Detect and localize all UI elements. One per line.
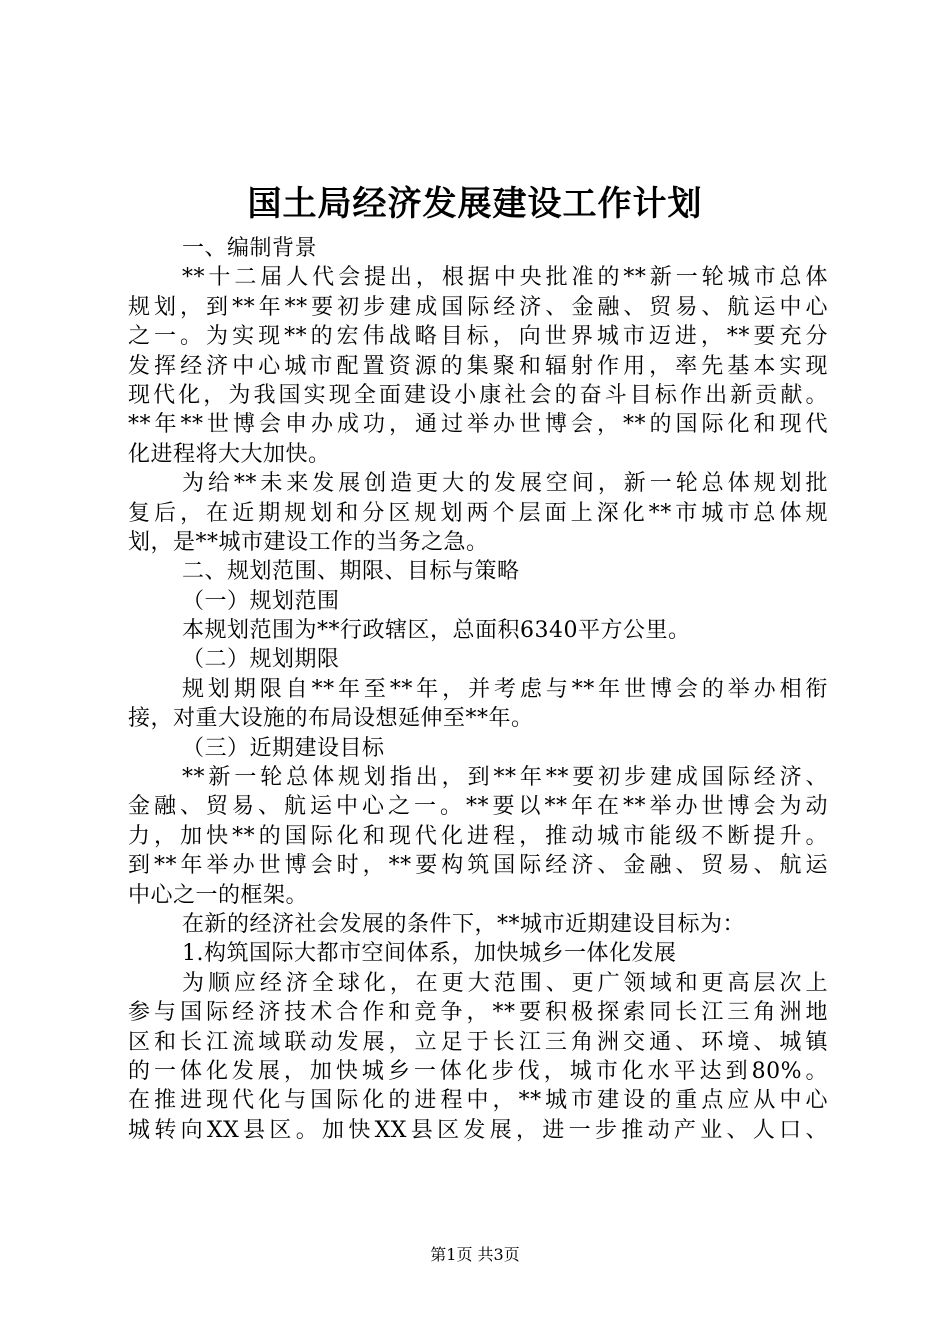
paragraph-line: 为给**未来发展创造更大的发展空间，新一轮总体规划批 bbox=[182, 471, 828, 497]
paragraph-line: 力，加快**的国际化和现代化进程，推动城市能级不断提升。 bbox=[128, 823, 828, 849]
paragraph-line: 金融、贸易、航运中心之一。**要以**年在**举办世博会为动 bbox=[128, 794, 828, 820]
paragraph-line: 本规划范围为**行政辖区，总面积6340平方公里。 bbox=[182, 618, 691, 644]
paragraph-line: 城转向XX县区。加快XX县区发展，进一步推动产业、人口、 bbox=[128, 1117, 828, 1143]
subsection-heading: （二）规划期限 bbox=[182, 647, 340, 673]
paragraph-line: 区和长江流域联动发展，立足于长江三角洲交通、环境、城镇 bbox=[128, 1029, 828, 1055]
paragraph-line: 现代化，为我国实现全面建设小康社会的奋斗目标作出新贡献。 bbox=[128, 382, 828, 408]
paragraph-line: **年**世博会申办成功，通过举办世博会，**的国际化和现代 bbox=[128, 412, 828, 438]
paragraph-line: 中心之一的框架。 bbox=[128, 882, 309, 908]
section-heading: 二、规划范围、期限、目标与策略 bbox=[182, 559, 520, 585]
paragraph-line: 规划，到**年**要初步建成国际经济、金融、贸易、航运中心 bbox=[128, 294, 828, 320]
paragraph-line: 之一。为实现**的宏伟战略目标，向世界城市迈进，**要充分 bbox=[128, 324, 828, 350]
paragraph-line: 的一体化发展，加快城乡一体化步伐，城市化水平达到80%。 bbox=[128, 1058, 828, 1084]
paragraph-line: 复后，在近期规划和分区规划两个层面上深化**市城市总体规 bbox=[128, 500, 828, 526]
paragraph-line: 规划期限自**年至**年，并考虑与**年世博会的举办相衔 bbox=[182, 676, 828, 702]
page-footer: 第1页 共3页 bbox=[430, 1245, 520, 1264]
paragraph-line: 接，对重大设施的布局设想延伸至**年。 bbox=[128, 706, 534, 732]
subsection-heading: 1.构筑国际大都市空间体系，加快城乡一体化发展 bbox=[182, 941, 677, 967]
document-body bbox=[128, 234, 828, 1145]
paragraph-line: 发挥经济中心城市配置资源的集聚和辐射作用，率先基本实现 bbox=[128, 353, 828, 379]
paragraph-line: 划，是**城市建设工作的当务之急。 bbox=[128, 529, 489, 555]
paragraph-line: 化进程将大大加快。 bbox=[128, 441, 331, 467]
paragraph-line: 在新的经济社会发展的条件下，**城市近期建设目标为： bbox=[182, 911, 746, 937]
document-title: 国土局经济发展建设工作计划 bbox=[247, 184, 703, 224]
paragraph-line: **新一轮总体规划指出，到**年**要初步建成国际经济、 bbox=[182, 765, 828, 791]
section-heading: 一、编制背景 bbox=[182, 236, 318, 261]
paragraph-line: 到**年举办世博会时，**要构筑国际经济、金融、贸易、航运 bbox=[128, 853, 828, 879]
paragraph-line: **十二届人代会提出，根据中央批准的**新一轮城市总体 bbox=[182, 265, 828, 291]
subsection-heading: （一）规划范围 bbox=[182, 588, 340, 614]
paragraph-line: 为顺应经济全球化，在更大范围、更广领域和更高层次上 bbox=[182, 970, 828, 996]
subsection-heading: （三）近期建设目标 bbox=[182, 735, 385, 761]
paragraph-line: 参与国际经济技术合作和竞争，**要积极探索同长江三角洲地 bbox=[128, 1000, 828, 1026]
paragraph-line: 在推进现代化与国际化的进程中，**城市建设的重点应从中心 bbox=[128, 1088, 828, 1114]
